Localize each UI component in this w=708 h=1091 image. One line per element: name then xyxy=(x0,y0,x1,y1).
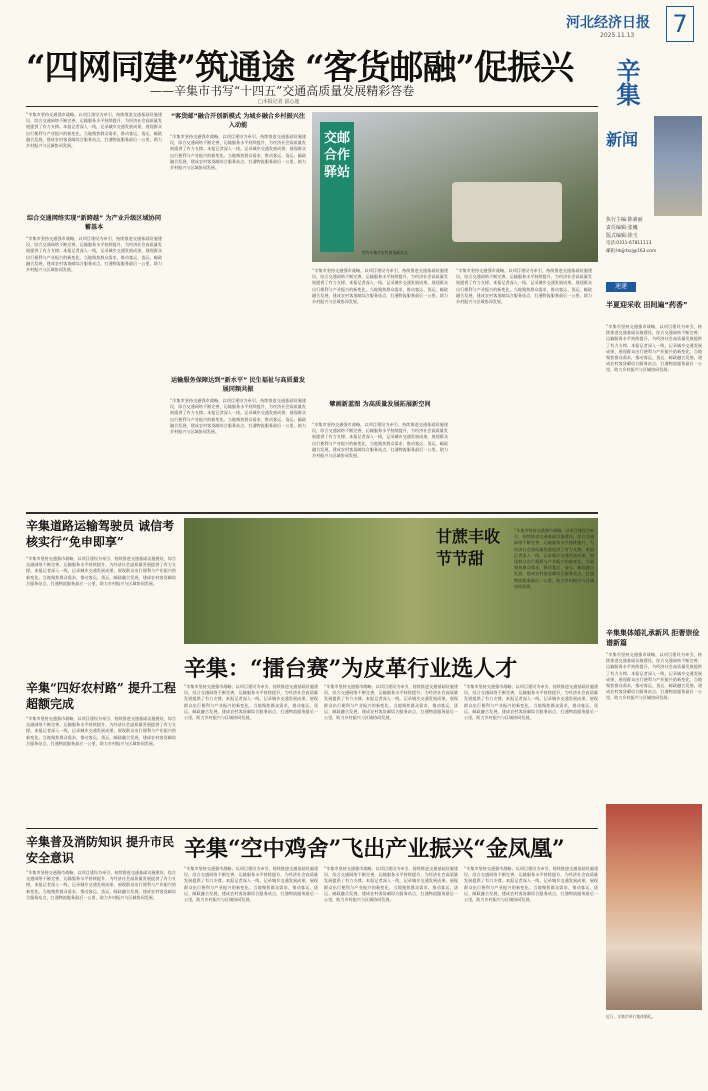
lead-subtitle: ——辛集市书写“十四五”交通高质量发展精彩答卷 xyxy=(150,84,415,98)
lead-column-1a: “辛集市坚持交通强市战略，以项目建设为牵引，持续推进交通基础设施建设，综合交通网络不断完善，运输服务水平持续提升，为经济社会高质量发展提供了有力支撑。本报记者深入一线，记录城乡交通发展成果，展现群众出行便利与产业振兴的新变化。当地聚焦群众需求，推动客运、货运、邮政融合发展，建成农村客货邮综合服务站点，打通物流服务最后一公里，助力乡村振兴与区域协同发展。 xyxy=(26,112,162,149)
lead-subhead-3: 运输服务保障达到“新水平” 民生福祉与高质量发展同频共振 xyxy=(170,377,306,393)
newspaper-name: 河北经济日报 xyxy=(566,15,650,31)
section-title-vertical: 辛集 xyxy=(612,58,641,106)
designer: 版式编辑:徐玉 xyxy=(606,233,638,239)
article-6-col-1: “辛集市坚持交通强市战略，以项目建设为牵引，持续推进交通基础设施建设，综合交通网络不断完善，运输服务水平持续提升，为经济社会高质量发展提供了有力支撑。本报记者深入一线，记录城乡交通发展成果，展现群众出行便利与产业振兴的新变化。当地聚焦群众需求，推动客运、货运、邮政融合发展，建成农村客货邮综合服务站点，打通物流服务最后一公里，助力乡村振兴与区域协同发展。 xyxy=(184,866,318,903)
article-3-title: 辛集“四好农村路” 提升工程超额完成 xyxy=(26,681,176,711)
masthead xyxy=(566,8,702,44)
side-text-2: “辛集市坚持交通强市战略，以项目建设为牵引，持续推进交通基础设施建设，综合交通网络不断完善，运输服务水平持续提升，为经济社会高质量发展提供了有力支撑。本报记者深入一线，记录城乡交通发展成果，展现群众出行便利与产业振兴的新变化。当地聚焦群众需求，推动客运、货运、邮政融合发展，建成农村客货邮综合服务站点，打通物流服务最后一公里，助力乡村振兴与区域协同发展。 xyxy=(606,652,702,701)
lead-photo-caption: 图为辛集市农村客货邮站点。 xyxy=(362,250,412,255)
lead-subhead-2: “客货邮”融合开创新模式 为城乡融合乡村振兴注入动能 xyxy=(170,113,306,129)
lead-byline: □本报记者 富心迪 xyxy=(258,99,300,105)
article-5-text: “辛集市坚持交通强市战略，以项目建设为牵引，持续推进交通基础设施建设，综合交通网络不断完善，运输服务水平持续提升，为经济社会高质量发展提供了有力支撑。本报记者深入一线，记录城乡交通发展成果，展现群众出行便利与产业振兴的新变化。当地聚焦群众需求，推动客运、货运、邮政融合发展，建成农村客货邮综合服务站点，打通物流服务最后一公里，助力乡村振兴与区域协同发展。 xyxy=(26,870,176,900)
article-4-title: 辛集：“擂台赛”为皮革行业选人才 xyxy=(184,656,518,682)
sugarcane-title: 甘蔗丰收 节节甜 xyxy=(436,527,501,568)
express-tag xyxy=(606,282,636,292)
lead-column-4: “辛集市坚持交通强市战略，以项目建设为牵引，持续推进交通基础设施建设，综合交通网络不断完善，运输服务水平持续提升，为经济社会高质量发展提供了有力支撑。本报记者深入一线，记录城乡交通发展成果，展现群众出行便利与产业振兴的新变化。当地聚焦群众需求，推动客运、货运、邮政融合发展，建成农村客货邮综合服务站点，打通物流服务最后一公里，助力乡村振兴与区域协同发展。 xyxy=(456,268,592,305)
lead-column-3b: “辛集市坚持交通强市战略，以项目建设为牵引，持续推进交通基础设施建设，综合交通网络不断完善，运输服务水平持续提升，为经济社会高质量发展提供了有力支撑。本报记者深入一线，记录城乡交通发展成果，展现群众出行便利与产业振兴的新变化。当地聚焦群众需求，推动客运、货运、邮政融合发展，建成农村客货邮综合服务站点，打通物流服务最后一公里，助力乡村振兴与区域协同发展。 xyxy=(312,422,448,459)
section-sidebar xyxy=(598,46,704,326)
lead-column-2b: “辛集市坚持交通强市战略，以项目建设为牵引，持续推进交通基础设施建设，综合交通网络不断完善，运输服务水平持续提升，为经济社会高质量发展提供了有力支撑。本报记者深入一线，记录城乡交通发展成果，展现群众出行便利与产业振兴的新变化。当地聚焦群众需求，推动客运、货运、邮政融合发展，建成农村客货邮综合服务站点，打通物流服务最后一公里，助力乡村振兴与区域协同发展。 xyxy=(170,398,306,435)
article-5-title: 辛集普及消防知识 提升市民安全意识 xyxy=(26,835,175,865)
lead-column-2a: “辛集市坚持交通强市战略，以项目建设为牵引，持续推进交通基础设施建设，综合交通网络不断完善，运输服务水平持续提升，为经济社会高质量发展提供了有力支撑。本报记者深入一线，记录城乡交通发展成果，展现群众出行便利与产业振兴的新变化。当地聚焦群众需求，推动客运、货运、邮政融合发展，建成农村客货邮综合服务站点，打通物流服务最后一公里，助力乡村振兴与区域协同发展。 xyxy=(170,134,306,171)
article-4-col-2: “辛集市坚持交通强市战略，以项目建设为牵引，持续推进交通基础设施建设，综合交通网络不断完善，运输服务水平持续提升，为经济社会高质量发展提供了有力支撑。本报记者深入一线，记录城乡交通发展成果，展现群众出行便利与产业振兴的新变化。当地聚焦群众需求，推动客运、货运、邮政融合发展，建成农村客货邮综合服务站点，打通物流服务最后一公里，助力乡村振兴与区域协同发展。 xyxy=(324,684,458,721)
lead-photo xyxy=(312,112,598,262)
lower-rule xyxy=(26,828,598,829)
wedding-photo-caption: 近日，辛集市举行集体婚礼。 xyxy=(606,1014,656,1019)
station-sign-text: 交邮合作驿站 xyxy=(323,131,350,180)
section-photo xyxy=(654,116,702,216)
article-6-title: 辛集“空中鸡舍”飞出产业振兴“金凤凰” xyxy=(184,836,565,862)
issue-date: 2025.11.13 xyxy=(600,32,635,39)
express-label: 速递 xyxy=(614,283,627,290)
pickup-van xyxy=(452,182,562,242)
side-title-2: 辛集集体婚礼承新风 拒奢崇俭谱新篇 xyxy=(606,629,700,647)
sugarcane-caption: “辛集市坚持交通强市战略，以项目建设为牵引，持续推进交通基础设施建设，综合交通网络不断完善，运输服务水平持续提升，为经济社会高质量发展提供了有力支撑。本报记者深入一线，记录城乡交通发展成果，展现群众出行便利与产业振兴的新变化。当地聚焦群众需求，推动客运、货运、邮政融合发展，建成农村客货邮综合服务站点，打通物流服务最后一公里，助力乡村振兴与区域协同发展。 xyxy=(514,528,594,589)
mid-rule xyxy=(26,512,598,514)
article-6-col-3: “辛集市坚持交通强市战略，以项目建设为牵引，持续推进交通基础设施建设，综合交通网络不断完善，运输服务水平持续提升，为经济社会高质量发展提供了有力支撑。本报记者深入一线，记录城乡交通发展成果，展现群众出行便利与产业振兴的新变化。当地聚焦群众需求，推动客运、货运、邮政融合发展，建成农村客货邮综合服务站点，打通物流服务最后一公里，助力乡村振兴与区域协同发展。 xyxy=(464,866,598,903)
email: 邮箱:hbjjrbxj@163.com xyxy=(606,249,657,254)
lead-column-1b: “辛集市坚持交通强市战略，以项目建设为牵引，持续推进交通基础设施建设，综合交通网络不断完善，运输服务水平持续提升，为经济社会高质量发展提供了有力支撑。本报记者深入一线，记录城乡交通发展成果，展现群众出行便利与产业振兴的新变化。当地聚焦群众需求，推动客运、货运、邮政融合发展，建成农村客货邮综合服务站点，打通物流服务最后一公里，助力乡村振兴与区域协同发展。 xyxy=(26,236,162,273)
lead-subhead-4: 擘画新蓝图 为高质量发展拓展新空间 xyxy=(329,401,431,408)
article-1-text: “辛集市坚持交通强市战略，以项目建设为牵引，持续推进交通基础设施建设，综合交通网络不断完善，运输服务水平持续提升，为经济社会高质量发展提供了有力支撑。本报记者深入一线，记录城乡交通发展成果，展现群众出行便利与产业振兴的新变化。当地聚焦群众需求，推动客运、货运、邮政融合发展，建成农村客货邮综合服务站点，打通物流服务最后一公里，助力乡村振兴与区域协同发展。 xyxy=(26,556,176,586)
page-number: 7 xyxy=(666,6,694,42)
lead-top-rule xyxy=(26,106,598,107)
article-1-title: 辛集道路运输驾驶员 诚信考核实行“免申即享” xyxy=(26,519,175,549)
side-title-1: 半夏迎采收 田间遍“药香” xyxy=(606,301,688,309)
sugarcane-photo xyxy=(184,518,598,644)
wedding-photo xyxy=(606,804,702,1010)
reporter: 责任编辑:张巍 xyxy=(606,225,638,231)
editor: 执行主编:陈素丽 xyxy=(606,217,643,223)
lead-title: “四网同建”筑通途 “客货邮融”促振兴 xyxy=(26,48,574,88)
station-sign xyxy=(320,122,354,252)
side-text-1: “辛集市坚持交通强市战略，以项目建设为牵引，持续推进交通基础设施建设，综合交通网络不断完善，运输服务水平持续提升，为经济社会高质量发展提供了有力支撑。本报记者深入一线，记录城乡交通发展成果，展现群众出行便利与产业振兴的新变化。当地聚焦群众需求，推动客运、货运、邮政融合发展，建成农村客货邮综合服务站点，打通物流服务最后一公里，助力乡村振兴与区域协同发展。 xyxy=(606,324,702,373)
article-4-col-3: “辛集市坚持交通强市战略，以项目建设为牵引，持续推进交通基础设施建设，综合交通网络不断完善，运输服务水平持续提升，为经济社会高质量发展提供了有力支撑。本报记者深入一线，记录城乡交通发展成果，展现群众出行便利与产业振兴的新变化。当地聚焦群众需求，推动客运、货运、邮政融合发展，建成农村客货邮综合服务站点，打通物流服务最后一公里，助力乡村振兴与区域协同发展。 xyxy=(464,684,598,721)
article-4-col-1: “辛集市坚持交通强市战略，以项目建设为牵引，持续推进交通基础设施建设，综合交通网络不断完善，运输服务水平持续提升，为经济社会高质量发展提供了有力支撑。本报记者深入一线，记录城乡交通发展成果，展现群众出行便利与产业振兴的新变化。当地聚焦群众需求，推动客运、货运、邮政融合发展，建成农村客货邮综合服务站点，打通物流服务最后一公里，助力乡村振兴与区域协同发展。 xyxy=(184,684,318,721)
article-6-col-2: “辛集市坚持交通强市战略，以项目建设为牵引，持续推进交通基础设施建设，综合交通网络不断完善，运输服务水平持续提升，为经济社会高质量发展提供了有力支撑。本报记者深入一线，记录城乡交通发展成果，展现群众出行便利与产业振兴的新变化。当地聚焦群众需求，推动客运、货运、邮政融合发展，建成农村客货邮综合服务站点，打通物流服务最后一公里，助力乡村振兴与区域协同发展。 xyxy=(324,866,458,903)
lead-subhead-1: 综合交通网络实现“新跨越” 为产业升级区域协同蓄基本 xyxy=(26,215,162,231)
phone: 电话:0311-67811113 xyxy=(606,241,652,246)
staff-info xyxy=(606,216,702,256)
article-3-text: “辛集市坚持交通强市战略，以项目建设为牵引，持续推进交通基础设施建设，综合交通网络不断完善，运输服务水平持续提升，为经济社会高质量发展提供了有力支撑。本报记者深入一线，记录城乡交通发展成果，展现群众出行便利与产业振兴的新变化。当地聚焦群众需求，推动客运、货运、邮政融合发展，建成农村客货邮综合服务站点，打通物流服务最后一公里，助力乡村振兴与区域协同发展。 xyxy=(26,716,176,746)
news-tag: 新闻 xyxy=(606,130,639,149)
lead-column-3: “辛集市坚持交通强市战略，以项目建设为牵引，持续推进交通基础设施建设，综合交通网络不断完善，运输服务水平持续提升，为经济社会高质量发展提供了有力支撑。本报记者深入一线，记录城乡交通发展成果，展现群众出行便利与产业振兴的新变化。当地聚焦群众需求，推动客运、货运、邮政融合发展，建成农村客货邮综合服务站点，打通物流服务最后一公里，助力乡村振兴与区域协同发展。 xyxy=(312,268,448,305)
